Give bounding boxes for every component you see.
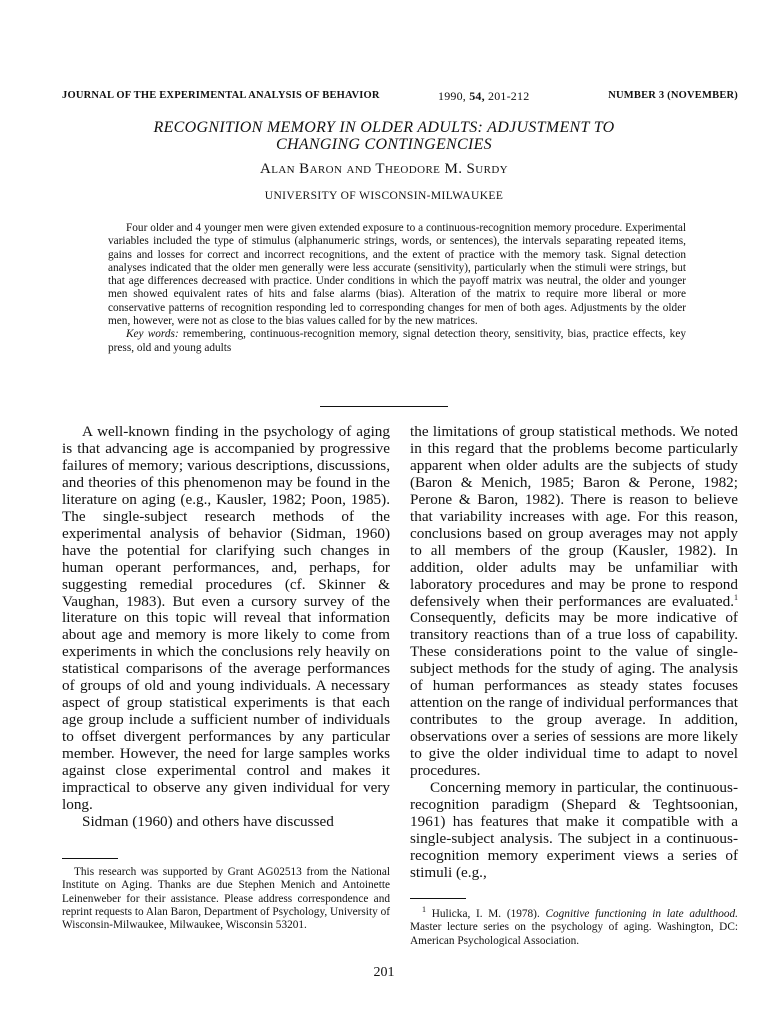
- author-note: [62, 866, 390, 932]
- footnote-mark: 1: [422, 905, 426, 915]
- body-column-left: [62, 424, 390, 831]
- footnote-author: Hulicka, I. M. (1978).: [431, 908, 540, 920]
- footnote: [410, 905, 738, 948]
- body-paragraph: Sidman (1960) and others have discussed: [82, 812, 334, 830]
- abstract-text: Four older and 4 younger men were given extended exposure to a continuous-recognition memory procedure. Experimental variables included the type of stimulus (alphanumeric strings, words, or sentences), the intervals separating repeated items, gains and losses for correct and incorrect recognitions, and the extent of practice with the memory task. Signal detection analyses indicated that the older men generally were less accurate (sensitivity), particularly when the stimuli were strings, but that age differences decreased with practice. Under conditions in which the payoff matrix was neutral, the older and younger men showed equivalent rates of hits and false alarms (bias). Alteration of the matrix to require more liberal or more conservative patterns of recognition responding led to corresponding changes for men of both ages. Adjustments by the older men, however, were not as close to the bias values called for by the new matrices.: [108, 222, 686, 328]
- article-title: [80, 119, 688, 153]
- footnote-rule: [410, 898, 466, 899]
- body-paragraph: A well-known finding in the psychology of aging is that advancing age is accompanied by progressive failures of memory; various descriptions, discussions, and theories of this phenomenon may be found in the literature on aging (e.g., Kausler, 1982; Poon, 1985). The single-subject research methods of the experimental analysis of behavior (Sidman, 1960) have the potential for clarifying such changes in human operant performances, and, perhaps, for suggesting remedial procedures (cf. Skinner & Vaughan, 1983). But even a cursory survey of the literature on this topic will reveal that information about age and memory is more likely to come from experiments in which the conclusions rely heavily on statistical comparisons of the average performances of groups of old and young individuals. A necessary aspect of group statistical experiments is that each age group include a sufficient number of individuals to offset divergent performances by any particular member. However, the need for large samples works against close experimental control and makes it impractical to observe any given individual for very long.: [62, 423, 390, 813]
- footnote-text: [410, 905, 738, 948]
- keywords-label: Key words:: [126, 328, 179, 341]
- footnote-rule: [62, 858, 118, 859]
- affiliation: UNIVERSITY OF WISCONSIN-MILWAUKEE: [264, 190, 504, 202]
- page-number: 201: [373, 965, 395, 980]
- body-text: Consequently, deficits may be more indicative of transitory reactions than of a true loss of capability. These considerations point to the value of single-subject methods for the study of aging. The analysis of human performances as steady states focuses attention on the range of individual performances that contributes to the group average. In addition, observations over a series of sessions are more likely to give the older individual time to adapt to novel procedures.: [410, 609, 738, 780]
- citation-volume: 54,: [469, 89, 485, 103]
- citation-pages: 201-212: [488, 89, 530, 103]
- abstract: [108, 222, 686, 355]
- journal-name: JOURNAL OF THE EXPERIMENTAL ANALYSIS OF BEHAVIOR: [62, 90, 380, 101]
- keywords: [108, 328, 686, 355]
- issue-number: NUMBER 3 (NOVEMBER): [608, 90, 738, 101]
- citation: [438, 89, 529, 104]
- running-header: [62, 90, 738, 106]
- footnote-reference[interactable]: 1: [734, 592, 738, 602]
- author-note-text: This research was supported by Grant AG02513 from the National Institute on Aging. Thanks are due Stephen Menich and Antoinette Leinenweber for their assistance. Please address correspondence and reprint requests to Alan Baron, Department of Psychology, University of Wisconsin-Milwaukee, Milwaukee, Wisconsin 53201.: [62, 866, 390, 932]
- citation-year: 1990,: [438, 89, 466, 103]
- body-text: the limitations of group statistical methods. We noted in this regard that the problems become particularly apparent when older adults are the subjects of study (Baron & Menich, 1985; Baron & Perone, 1982; Perone & Baron, 1982). There is reason to believe that variability increases with age. For this reason, conclusions based on group averages may not apply to all members of the group (Kausler, 1982). In addition, older adults may be unfamiliar with laboratory procedures and may be prone to respond defensively when their performances are evaluated.: [410, 423, 738, 610]
- title-line-1: RECOGNITION MEMORY IN OLDER ADULTS: ADJUSTMENT TO: [153, 119, 615, 136]
- title-line-2: CHANGING CONTINGENCIES: [276, 136, 492, 153]
- body-column-right: [410, 424, 738, 882]
- authors: Alan Baron and Theodore M. Surdy: [259, 161, 509, 177]
- keywords-text: remembering, continuous-recognition memory, signal detection theory, sensitivity, bias, practice effects, key press, old and young adults: [108, 328, 686, 354]
- body-paragraph: Concerning memory in particular, the continuous-recognition paradigm (Shepard & Teghtsoonian, 1961) has features that make it compatible with a single-subject analysis. The subject in a continuous-recognition memory experiment views a series of stimuli (e.g.,: [410, 779, 738, 881]
- section-divider: [320, 406, 448, 407]
- footnote-rest: Master lecture series on the psychology of aging. Washington, DC: American Psychological Association.: [410, 921, 738, 947]
- footnote-title: Cognitive functioning in late adulthood.: [545, 908, 738, 920]
- body-paragraph: [410, 424, 738, 780]
